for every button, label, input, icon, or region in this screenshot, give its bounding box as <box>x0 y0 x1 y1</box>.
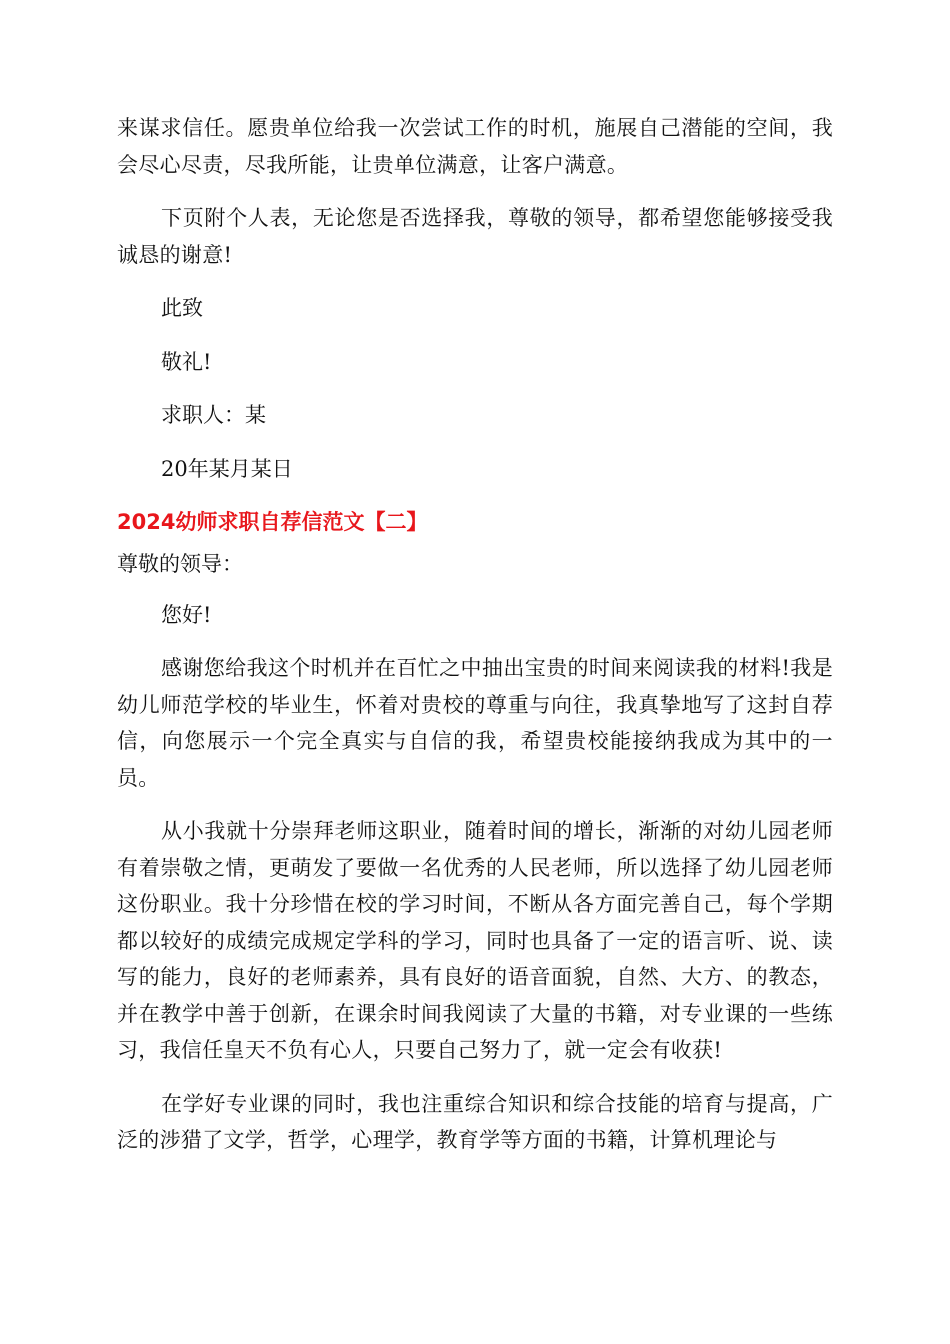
paragraph-thanks: 下页附个人表，无论您是否选择我，尊敬的领导，都希望您能够接受我诚恳的谢意! <box>117 206 833 267</box>
greeting: 您好! <box>161 602 212 627</box>
section-heading: 2024幼师求职自荐信范文【二】 <box>117 510 428 534</box>
document-page <box>117 110 833 1176</box>
signature-line: 求职人：某 <box>161 403 266 427</box>
paragraph-continuation: 来谋求信任。愿贵单位给我一次尝试工作的时机，施展自己潜能的空间，我会尽心尽责，尽我所能，让贵单位满意，让客户满意。 <box>117 116 833 177</box>
closing-line-1: 此致 <box>161 296 203 320</box>
paragraph-background: 从小我就十分崇拜老师这职业，随着时间的增长，渐渐的对幼儿园老师有着崇敬之情，更萌发了要做一名优秀的人民老师，所以选择了幼儿园老师这份职业。我十分珍惜在校的学习时间，不断从各方面完善自己，每个学期都以较好的成绩完成规定学科的学习，同时也具备了一定的语言听、说、读写的能力，良好的老师素养，具有良好的语音面貌，自然、大方、的教态，并在教学中善于创新，在课余时间我阅读了大量的书籍，对专业课的一些练习，我信任皇天不负有心人，只要自己努力了，就一定会有收获! <box>117 819 833 1062</box>
date-line: 20年某月某日 <box>161 456 293 481</box>
paragraph-intro: 感谢您给我这个时机并在百忙之中抽出宝贵的时间来阅读我的材料!我是幼儿师范学校的毕业生，怀着对贵校的尊重与向往，我真挚地写了这封自荐信，向您展示一个完全真实与自信的我，希望贵校能接纳我成为其中的一员。 <box>117 656 833 790</box>
closing-line-2: 敬礼! <box>161 349 212 374</box>
salutation: 尊敬的领导： <box>117 552 243 576</box>
paragraph-skills: 在学好专业课的同时，我也注重综合知识和综合技能的培育与提高，广泛的涉猎了文学，哲学，心理学，教育学等方面的书籍，计算机理论与 <box>117 1091 833 1152</box>
